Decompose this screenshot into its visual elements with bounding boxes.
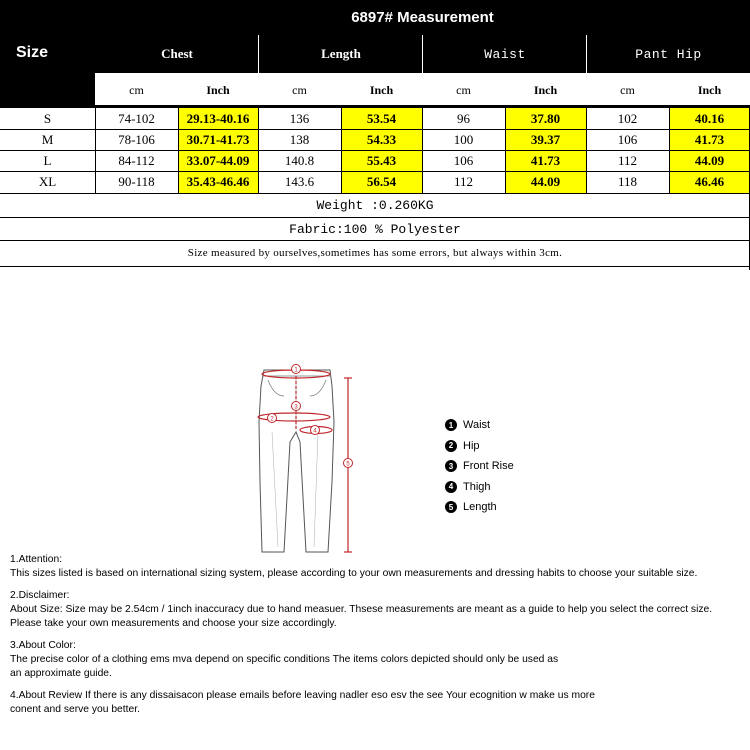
legend-number-icon: 3 xyxy=(445,460,457,472)
review-text: 4.About Review If there is any dissaisacon please emails before leaving nadler eso esv the see Your ecognition w make us more xyxy=(10,690,595,701)
marker-1: 1 xyxy=(294,367,298,374)
group-pant-hip: Pant Hip xyxy=(635,46,702,62)
length-cm-cell: 136 xyxy=(289,110,310,126)
legend-item xyxy=(445,415,514,436)
divider xyxy=(0,171,750,172)
size-cell: XL xyxy=(38,174,57,189)
length-cm-cell: 138 xyxy=(289,131,310,147)
hip-inch-cell: 46.46 xyxy=(669,171,750,193)
disclaimer-text: Please take your own measurements and choose your size accordingly. xyxy=(10,618,337,629)
hip-inch-cell: 44.09 xyxy=(669,150,750,171)
divider xyxy=(95,108,96,193)
title-row xyxy=(0,0,750,35)
divider xyxy=(0,129,750,130)
measurement-legend xyxy=(445,415,514,518)
divider xyxy=(586,108,587,193)
legend-label: Thigh xyxy=(463,480,491,493)
waist-cm-cell: 100 xyxy=(453,131,474,147)
legend-item xyxy=(445,497,514,518)
measurement-note: Size measured by ourselves,sometimes has some errors, but always within 3cm. xyxy=(187,247,563,259)
legend-label: Hip xyxy=(463,439,480,452)
legend-number-icon: 4 xyxy=(445,481,457,493)
hip-cm-cell: 112 xyxy=(617,152,638,168)
divider xyxy=(669,108,670,193)
waist-cm-cell: 106 xyxy=(453,152,474,168)
legend-label: Waist xyxy=(463,419,491,432)
review-text: conent and serve you better. xyxy=(10,704,140,715)
size-label: Size xyxy=(16,44,49,61)
fabric-text: Fabric:100 % Polyester xyxy=(289,221,461,237)
attention-title: 1.Attention: xyxy=(10,554,63,565)
unit-chest-inch: Inch xyxy=(178,73,258,107)
marker-4: 4 xyxy=(313,428,317,435)
divider xyxy=(258,35,259,73)
pants-outline-illustration xyxy=(248,362,368,558)
divider xyxy=(0,150,750,151)
chest-inch-cell: 30.71-41.73 xyxy=(178,129,258,150)
table-row xyxy=(0,108,750,129)
attention-text: This sizes listed is based on international sizing system, please according to your own measurements and dressing habits to choose your suitable size. xyxy=(10,568,698,579)
hip-inch-cell: 40.16 xyxy=(669,108,750,129)
notes-section xyxy=(10,553,745,717)
chest-inch-cell: 35.43-46.46 xyxy=(178,171,258,193)
length-inch-cell: 55.43 xyxy=(341,150,422,171)
chest-inch-cell: 29.13-40.16 xyxy=(178,108,258,129)
group-chest: Chest xyxy=(161,46,193,61)
color-text: The precise color of a clothing ems mva depend on specific conditions The items colors depicted should only be used as xyxy=(10,654,559,665)
legend-item xyxy=(445,456,514,477)
legend-item xyxy=(445,436,514,457)
marker-3: 3 xyxy=(294,404,298,411)
chest-cm-cell: 84-112 xyxy=(118,152,155,168)
unit-row xyxy=(0,73,750,107)
hip-cm-cell: 118 xyxy=(617,174,638,189)
waist-cm-cell: 96 xyxy=(457,110,470,126)
unit-chest-cm: cm xyxy=(95,73,178,107)
size-cell: S xyxy=(43,110,52,126)
divider xyxy=(422,108,423,193)
length-inch-cell: 54.33 xyxy=(341,129,422,150)
unit-length-cm: cm xyxy=(258,73,341,107)
disclaimer-text: About Size: Size may be 2.54cm / 1inch inaccuracy due to hand measuer. Thsese measurements are meant as a guide to help you select the correct size. xyxy=(10,604,713,615)
unit-waist-cm: cm xyxy=(422,73,505,107)
divider xyxy=(586,35,587,73)
divider xyxy=(505,108,506,193)
unit-hip-inch: Inch xyxy=(669,73,750,107)
legend-number-icon: 5 xyxy=(445,501,457,513)
divider xyxy=(422,35,423,73)
waist-inch-cell: 44.09 xyxy=(505,171,586,193)
marker-5: 5 xyxy=(346,461,350,468)
length-cm-cell: 140.8 xyxy=(284,152,315,168)
table-title: 6897# Measurement xyxy=(351,9,494,26)
unit-waist-inch: Inch xyxy=(505,73,586,107)
waist-cm-cell: 112 xyxy=(453,174,474,189)
length-cm-cell: 143.6 xyxy=(284,174,315,189)
size-cell: M xyxy=(41,131,54,147)
legend-label: Length xyxy=(463,501,497,514)
waist-inch-cell: 39.37 xyxy=(505,129,586,150)
weight-text: Weight :0.260KG xyxy=(316,198,434,213)
unit-length-inch: Inch xyxy=(341,73,422,107)
waist-inch-cell: 37.80 xyxy=(505,108,586,129)
waist-inch-cell: 41.73 xyxy=(505,150,586,171)
divider xyxy=(258,108,259,193)
length-inch-cell: 56.54 xyxy=(341,171,422,193)
color-title: 3.About Color: xyxy=(10,640,76,651)
size-cell: L xyxy=(43,152,52,168)
length-inch-cell: 53.54 xyxy=(341,108,422,129)
hip-cm-cell: 106 xyxy=(617,131,638,147)
legend-label: Front Rise xyxy=(463,460,514,473)
group-waist: Waist xyxy=(484,46,526,62)
divider xyxy=(0,266,750,267)
disclaimer-title: 2.Disclaimer: xyxy=(10,590,70,601)
chest-inch-cell: 33.07-44.09 xyxy=(178,150,258,171)
unit-hip-cm: cm xyxy=(586,73,669,107)
table-row xyxy=(0,129,750,150)
chest-cm-cell: 78-106 xyxy=(118,131,155,147)
divider xyxy=(178,108,179,193)
marker-2: 2 xyxy=(270,416,274,423)
divider xyxy=(341,108,342,193)
table-row xyxy=(0,171,750,193)
legend-number-icon: 2 xyxy=(445,440,457,452)
color-text: an approximate guide. xyxy=(10,668,112,679)
pants-diagram xyxy=(248,362,368,558)
hip-cm-cell: 102 xyxy=(617,110,638,126)
legend-number-icon: 1 xyxy=(445,419,457,431)
unit-row-size-blank xyxy=(0,73,95,107)
hip-inch-cell: 41.73 xyxy=(669,129,750,150)
table-row xyxy=(0,150,750,171)
chest-cm-cell: 90-118 xyxy=(118,174,155,189)
legend-item xyxy=(445,477,514,498)
group-length: Length xyxy=(321,46,361,61)
chest-cm-cell: 74-102 xyxy=(118,110,155,126)
